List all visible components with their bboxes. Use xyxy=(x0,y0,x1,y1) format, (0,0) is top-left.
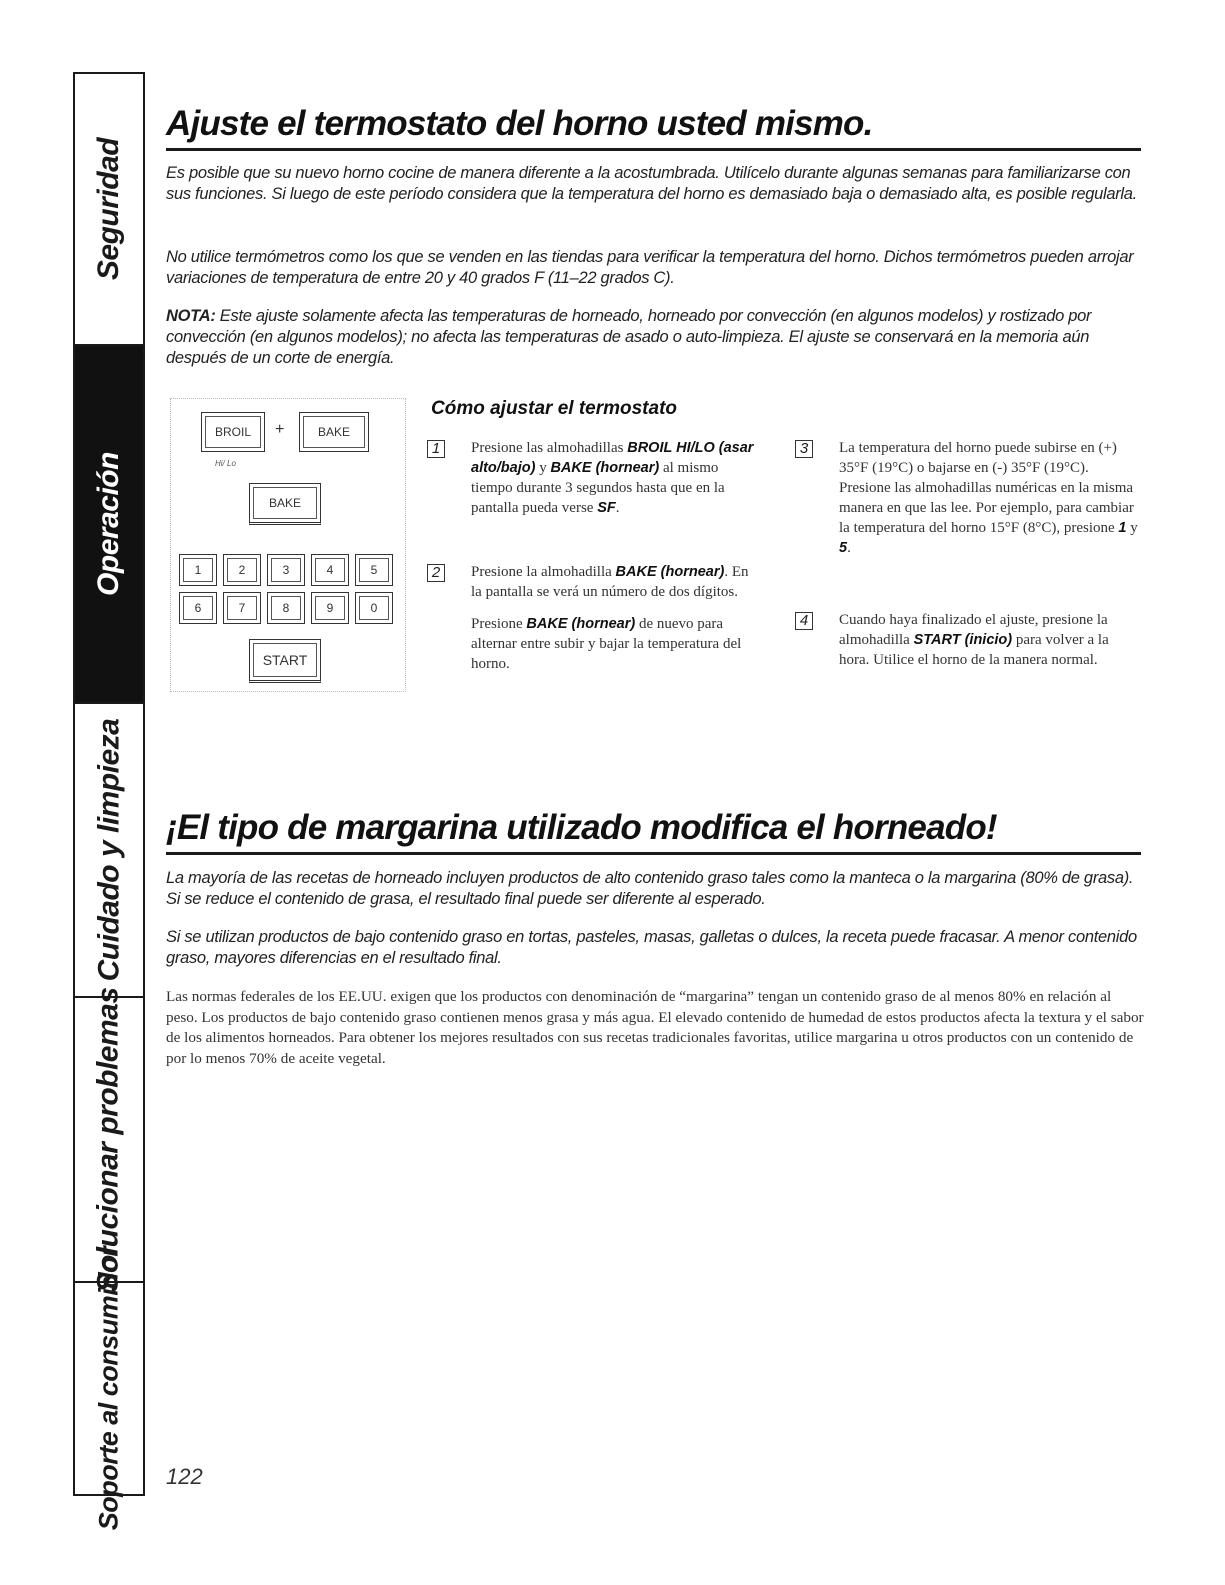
bake-key-label: BAKE xyxy=(268,496,301,510)
digit-label: 4 xyxy=(326,563,334,577)
hilo-label: Hi/ Lo xyxy=(215,459,236,468)
howto-heading: Cómo ajustar el termostato xyxy=(431,398,677,419)
digit-key-5 xyxy=(355,554,393,586)
margarine-intro-paragraph: La mayoría de las recetas de horneado incluyen productos de alto contenido graso tales como la manteca o la margarina (80% de grasa). Si se reduce el contenido de grasa, el resultado final puede ser diferente al esperado. xyxy=(166,869,1134,908)
digit-label: 0 xyxy=(370,601,378,615)
plus-sign: + xyxy=(275,421,285,438)
digit-label: 3 xyxy=(282,563,290,577)
title-rule xyxy=(166,148,1141,151)
broil-key-label: BROIL xyxy=(214,425,251,439)
step-4-text: Cuando haya finalizado el ajuste, presione la almohadilla START (inicio) para volver a la hora. Utilice el horno de la manera normal. xyxy=(839,612,1109,668)
digit-key-3 xyxy=(267,554,305,586)
title-rule xyxy=(166,852,1141,855)
digit-label: 1 xyxy=(194,563,202,577)
side-navigation xyxy=(73,72,145,1531)
digit-label: 7 xyxy=(238,601,246,615)
tab-label: Seguridad xyxy=(92,137,126,281)
note-paragraph xyxy=(166,306,1141,369)
thermometer-paragraph: No utilice termómetros como los que se venden en las tiendas para verificar la temperatura del horno. Dichos termómetros pueden arrojar variaciones de temperatura de entre 20 y 40 grados F (11–22 grados C). xyxy=(166,248,1134,287)
tab-solucionar-problemas[interactable] xyxy=(75,986,143,1293)
step-1-text: Presione las almohadillas BROIL HI/LO (asar alto/bajo) y BAKE (hornear) al mismo tiempo durante 3 segundos hasta que en la pantalla pueda verse SF. xyxy=(471,440,754,516)
digit-label: 8 xyxy=(282,601,290,615)
tab-label: Cuidado y limpieza xyxy=(92,718,125,982)
tab-seguridad[interactable] xyxy=(75,74,143,346)
step-2-text: Presione la almohadilla BAKE (hornear). En la pantalla se verá un número de dos dígitos. xyxy=(471,564,749,600)
digit-key-8 xyxy=(267,592,305,624)
tab-label: Solucionar problemas xyxy=(92,986,126,1293)
step-number-2: 2 xyxy=(427,564,445,582)
step-3-text: La temperatura del horno puede subirse en (+) 35°F (19°C) o bajarse en (-) 35°F (19°C). Presione las almohadillas numéricas en la misma manera en que las lee. Por ejemplo, para cambiar la temperatura del horno 15°F (8°C), presione 1 y 5. xyxy=(839,440,1138,556)
intro-paragraph: Es posible que su nuevo horno cocine de manera diferente a la acostumbrada. Utilícelo durante algunas semanas para familiarizarse con sus funciones. Si luego de este período considera que la temperatura del horno es demasiado baja o demasiado alta, es posible regularla. xyxy=(166,164,1137,203)
step-2-extra-text: Presione BAKE (hornear) de nuevo para alternar entre subir y bajar la temperatura del horno. xyxy=(471,616,742,672)
tab-label: Soporte al consumidor xyxy=(93,1246,124,1531)
start-key xyxy=(249,639,321,683)
broil-key xyxy=(201,412,265,452)
digit-key-0 xyxy=(355,592,393,624)
digit-key-9 xyxy=(311,592,349,624)
page-number: 122 xyxy=(166,1464,203,1489)
bake-key-label: BAKE xyxy=(317,425,350,439)
low-fat-paragraph: Si se utilizan productos de bajo contenido graso en tortas, pasteles, masas, galletas o dulces, la receta puede fracasar. A menor contenido graso, mayores diferencias en el resultado final. xyxy=(166,928,1137,967)
digit-key-4 xyxy=(311,554,349,586)
digit-label: 9 xyxy=(326,601,334,615)
section-title-thermostat: Ajuste el termostato del horno usted mismo. xyxy=(166,104,873,143)
tab-label: Operación xyxy=(92,452,125,596)
tab-cuidado-y-limpieza[interactable] xyxy=(75,704,143,998)
step-number-4: 4 xyxy=(795,612,813,630)
tab-operacion[interactable] xyxy=(75,346,143,704)
regulations-paragraph: Las normas federales de los EE.UU. exigen que los productos con denominación de “margarina” tengan un contenido graso de al menos 80% en relación al peso. Los productos de bajo contenido graso contienen menos grasa y más agua. El elevado contenido de humedad de estos productos afecta la textura y el sabor de los alimentos horneados. Para obtener los mejores resultados con sus recetas tradicionales favoritas, utilice margarina u otros productos con un contenido de por lo menos 70% de aceite vegetal. xyxy=(166,988,1144,1067)
step-number-3: 3 xyxy=(795,440,813,458)
note-text: Este ajuste solamente afecta las temperaturas de horneado, horneado por convección (en algunos modelos) y rostizado por convección (en algunos modelos); no afecta las temperaturas de asado o auto-limpieza. El ajuste se conservará en la memoria aún después de un corte de energía. xyxy=(166,307,1092,367)
digit-key-2 xyxy=(223,554,261,586)
digit-label: 6 xyxy=(194,601,202,615)
step-number-1: 1 xyxy=(427,440,445,458)
tab-soporte-al-consumidor[interactable] xyxy=(75,1246,143,1531)
section-title-margarine: ¡El tipo de margarina utilizado modifica el horneado! xyxy=(166,808,997,847)
digit-key-7 xyxy=(223,592,261,624)
digit-key-6 xyxy=(179,592,217,624)
digit-label: 2 xyxy=(238,563,246,577)
control-panel-illustration xyxy=(170,398,406,692)
start-key-label: START xyxy=(262,652,308,668)
bake-key xyxy=(249,483,321,525)
digit-key-1 xyxy=(179,554,217,586)
note-label: NOTA: xyxy=(166,307,216,325)
bake-key-top xyxy=(299,412,369,452)
digit-label: 5 xyxy=(370,563,378,577)
